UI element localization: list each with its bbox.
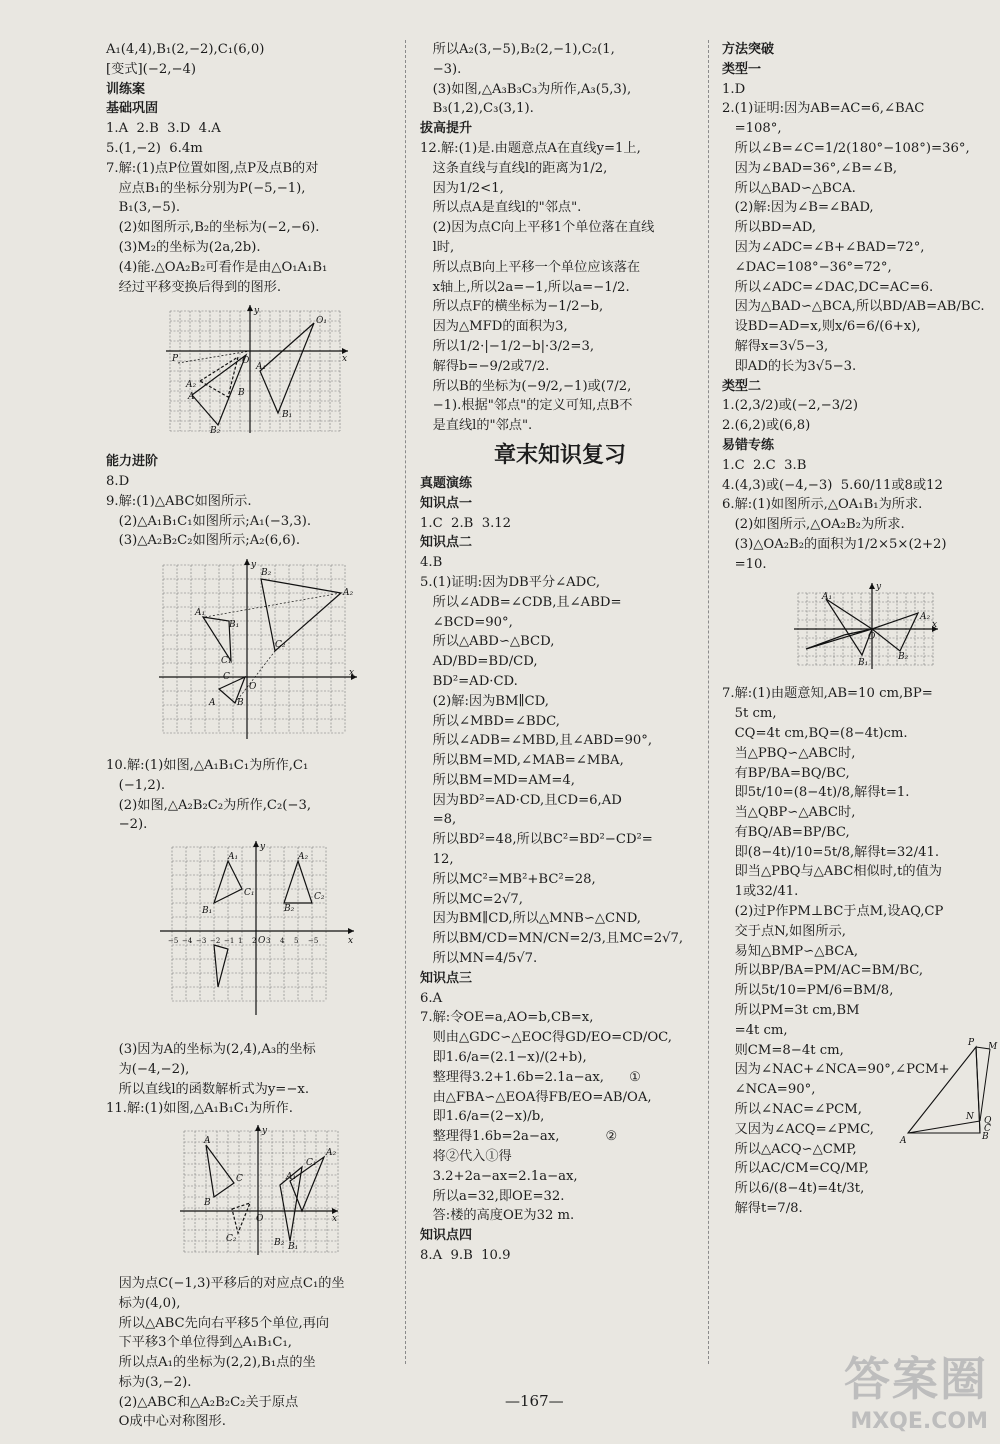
text-line: 因为∠ADC=∠B+∠BAD=72°,: [722, 239, 925, 255]
triangle: [826, 599, 872, 655]
text-line: (3)△A₂B₂C₂如图所示;A₂(6,6).: [106, 533, 301, 549]
text-line: 即(8−4t)/10=5t/8,解得t=32/41.: [722, 844, 940, 860]
figure-label: A₁: [228, 852, 239, 863]
text-line: (2)过P作PM⊥BC于点M,设AQ,CP: [722, 904, 944, 920]
figure-label: C₁: [221, 656, 232, 667]
text-line: 所以6/(8−4t)=4t/3t,: [722, 1181, 865, 1197]
section-heading: 真题演练: [420, 475, 473, 491]
figure-label: A₂: [920, 611, 931, 622]
text-line: 解得t=7/8.: [722, 1201, 803, 1217]
figure-label: P: [968, 1038, 975, 1048]
text-line: 解得x=3√5−3,: [722, 338, 829, 354]
tick-label: 5: [294, 937, 299, 946]
text-line: =10.: [722, 556, 767, 572]
triangle: [261, 579, 341, 651]
text-line: B₁(3,−5).: [106, 200, 181, 216]
text-line: (2)解:因为BM∥CD,: [420, 693, 549, 709]
text-line: 所以△ACQ∽△CMP,: [722, 1141, 857, 1157]
type-heading: 类型二: [722, 378, 762, 394]
text-line: 下平移3个单位得到△A₁B₁C₁,: [106, 1335, 292, 1351]
text-line: 所以∠NAC=∠PCM,: [722, 1102, 862, 1118]
figure-label: A: [209, 698, 216, 709]
answer-block: [722, 456, 994, 575]
text-line: 12.解:(1)是.由题意点A在直线y=1上,: [420, 140, 641, 156]
text-line: 8.A 9.B 10.9: [420, 1248, 511, 1264]
text-line: 所以BD²=48,所以BC²=BD²−CD²=: [420, 832, 653, 848]
text-line: 所以BD=AD,: [722, 220, 817, 236]
text-line: 4.B: [420, 555, 443, 571]
text-line: [变式](−2,−4): [106, 61, 197, 77]
text-line: 所以AC/CM=CQ/MP,: [722, 1161, 869, 1177]
answer-block: [420, 40, 700, 119]
segment: [976, 1047, 980, 1133]
column-2: [420, 40, 700, 1266]
column-1: [106, 40, 396, 1432]
y-axis-arrow: [253, 841, 259, 847]
text-line: 7.解:(1)点P位置如图,点P及点B的对: [106, 160, 319, 176]
section-heading: 基础巩固: [106, 101, 159, 117]
text-line: 所以A₂(3,−5),B₂(2,−1),C₂(1,: [420, 42, 615, 57]
text-line: 则由△GDC∽△EOC得GD/EO=CD/OC,: [420, 1030, 672, 1046]
figure-label: C₁: [306, 1158, 317, 1169]
text-line: BD²=AD·CD.: [420, 673, 518, 689]
figure-label: Q: [984, 1116, 992, 1126]
text-line: 2.(6,2)或(6,8): [722, 418, 811, 434]
text-line: 所以直线l的函数解析式为y=−x.: [106, 1081, 310, 1097]
text-line: 是直线l的"邻点".: [420, 418, 533, 434]
dashed-segment: [205, 593, 341, 617]
text-line: 为(−4,−2),: [106, 1061, 190, 1077]
text-line: 应点B₁的坐标分别为P(−5,−1),: [106, 180, 306, 196]
coordinate-grid-figure: [151, 555, 361, 745]
figure-label: A₁: [195, 608, 206, 619]
text-line: 1.C 2.C 3.B: [722, 457, 807, 473]
figure-label: A: [204, 1136, 211, 1147]
text-line: 因为点C(−1,3)平移后的对应点C₁的坐: [106, 1275, 345, 1291]
text-line: 所以∠ADB=∠CDB,且∠ABD=: [420, 594, 622, 610]
figure-label: C₂: [275, 640, 286, 651]
answer-block: [420, 553, 700, 969]
figure-q9: [151, 555, 396, 752]
text-line: 1.(2,3/2)或(−2,−3/2): [722, 398, 859, 414]
section-heading: 拔高提升: [420, 121, 473, 137]
figure-label: B₂: [274, 1238, 285, 1249]
text-line: 所以5t/10=PM/6=BM/8,: [722, 983, 894, 999]
text-line: ∠BCD=90°,: [420, 614, 513, 630]
figure-label: B₁: [282, 410, 293, 421]
figure-label: x: [348, 936, 354, 947]
text-line: (2)因为点C向上平移1个单位落在直线: [420, 220, 655, 236]
tick-label: −4: [182, 937, 193, 946]
text-line: 所以△ABD∽△BCD,: [420, 634, 555, 650]
text-line: 因为1/2<1,: [420, 180, 504, 196]
figure-label: A₁: [822, 591, 833, 602]
text-line: 3.2+2a−ax=2.1a−ax,: [420, 1168, 578, 1184]
text-line: A₁(4,4),B₁(2,−2),C₁(6,0): [106, 42, 265, 57]
figure-label: C: [236, 1174, 243, 1185]
figure-q10: [156, 839, 396, 1036]
triangle: [214, 945, 228, 987]
text-line: 解得b=−9/2或7/2.: [420, 358, 550, 374]
text-line: −1).根据"邻点"的定义可知,点B不: [420, 398, 633, 414]
figure-label: B₁: [288, 1242, 299, 1253]
text-line: 所以∠B=∠C=1/2(180°−108°)=36°,: [722, 140, 970, 156]
figure-label: y: [260, 842, 266, 853]
watermark-url: MXQE.COM: [850, 1409, 988, 1434]
text-line: 所以△ABC先向右平移5个单位,再向: [106, 1315, 330, 1331]
text-line: 所以BM=MD,∠MAB=∠MBA,: [420, 753, 624, 769]
figure-label: O: [868, 631, 876, 642]
figure-label: B₂: [261, 568, 272, 579]
text-line: (3)因为A的坐标为(2,4),A₃的坐标: [106, 1041, 316, 1057]
text-line: (2)如图所示,B₂的坐标为(−2,−6).: [106, 220, 320, 236]
figure-label: O: [249, 682, 257, 693]
text-line: 10.解:(1)如图,△A₁B₁C₁为所作,C₁: [106, 757, 309, 773]
text-line: 因为△BAD∽△BCA,所以BD/AB=AB/BC.: [722, 299, 985, 315]
text-line: 5.(1,−2) 6.4m: [106, 140, 203, 156]
answer-block: [420, 514, 700, 534]
text-line: (2)△A₁B₁C₁如图所示;A₁(−3,3).: [106, 513, 312, 529]
text-line: 所以∠ADC=∠DAC,DC=AC=6.: [722, 279, 934, 295]
figure-label: C₂: [226, 1234, 237, 1245]
answer-block: [420, 1246, 700, 1266]
figure-label: A₂: [343, 588, 354, 599]
figure-label: B₁: [229, 620, 240, 631]
triangle: [232, 1203, 250, 1233]
text-line: (3)M₂的坐标为(2a,2b).: [106, 239, 261, 255]
text-line: =108°,: [722, 121, 782, 137]
figure-label: A₂: [298, 852, 309, 863]
x-axis-arrow: [348, 928, 354, 934]
text-line: 因为∠NAC+∠NCA=90°,∠PCM+: [722, 1062, 950, 1078]
text-line: ∠DAC=108°−36°=72°,: [722, 259, 892, 275]
text-line: 即1.6/a=(2−x)/b,: [420, 1109, 545, 1125]
section-heading: 易错专练: [722, 437, 775, 453]
text-line: 6.A: [420, 990, 443, 1006]
text-line: 5t cm,: [722, 706, 777, 722]
text-line: =4t cm,: [722, 1022, 788, 1038]
answer-block: [106, 1274, 396, 1432]
text-line: 所以MC²=MB²+BC²=28,: [420, 871, 596, 887]
column-divider-1: [405, 40, 406, 1364]
figure-label: B: [204, 1198, 211, 1209]
text-line: ∠NCA=90°,: [722, 1082, 816, 1098]
section-heading: 能力进阶: [106, 454, 159, 470]
coordinate-grid-figure: [792, 579, 942, 674]
text-line: 1.C 2.B 3.12: [420, 515, 512, 531]
text-line: =8,: [420, 812, 457, 828]
text-line: 易知△BMP∽△BCA,: [722, 943, 859, 959]
answer-block: [106, 40, 396, 80]
knowledge-point-heading: 知识点一: [420, 495, 473, 511]
figure-label: B: [982, 1132, 989, 1142]
text-line: 所以点A是直线l的"邻点".: [420, 200, 582, 216]
segment: [980, 1049, 990, 1121]
text-line: 这条直线与直线l的距离为1/2,: [420, 160, 608, 176]
text-line: 因为∠BAD=36°,∠B=∠B,: [722, 160, 898, 176]
coordinate-grid-figure: [106, 301, 348, 441]
figure-label: B₂: [898, 651, 909, 662]
tick-label: −1: [224, 937, 235, 946]
text-line: 当△PBQ∽△ABC时,: [722, 745, 856, 761]
text-line: 所以MC=2√7,: [420, 891, 523, 907]
answer-block: [420, 139, 700, 436]
text-line: 因为△MFD的面积为3,: [420, 319, 568, 335]
text-line: 整理得3.2+1.6b=2.1a−ax, ①: [420, 1069, 641, 1085]
figure-label: A: [900, 1136, 907, 1146]
tick-label: −5: [168, 937, 179, 946]
answer-block: [106, 472, 396, 551]
coordinate-grid-figure: [156, 839, 356, 1029]
text-line: 7.解:(1)由题意知,AB=10 cm,BP=: [722, 686, 933, 702]
text-line: 所以B的坐标为(−9/2,−1)或(7/2,: [420, 378, 632, 394]
tick-label: −3: [196, 937, 207, 946]
y-axis-arrow: [255, 1125, 261, 1131]
text-line: 7.解:令OE=a,AO=b,CB=x,: [420, 1010, 594, 1026]
text-line: −3).: [420, 61, 462, 77]
text-line: 则CM=8−4t cm,: [722, 1042, 844, 1058]
section-heading: 训练案: [106, 81, 146, 97]
column-divider-2: [708, 40, 709, 1364]
text-line: 所以BM/CD=MN/CN=2/3,且MC=2√7,: [420, 931, 684, 947]
text-line: 所以MN=4/5√7.: [420, 951, 538, 967]
tick-label: 4: [280, 937, 285, 946]
figure-label: A₁: [256, 362, 267, 373]
figure-label: B₁: [858, 657, 869, 668]
text-line: (2)解:因为∠B=∠BAD,: [722, 200, 874, 216]
text-line: 标为(4,0),: [106, 1295, 181, 1311]
figure-label: A₁: [286, 1172, 297, 1183]
text-line: 经过平移变换后得到的图形.: [106, 279, 282, 295]
text-line: 有BQ/AB=BP/BC,: [722, 824, 850, 840]
figure-label: C: [984, 1124, 991, 1134]
text-line: (4)能.△OA₂B₂可看作是由△O₁A₁B₁: [106, 259, 328, 275]
text-line: 所以点F的横坐标为−1/2−b,: [420, 299, 604, 315]
knowledge-point-heading: 知识点三: [420, 970, 473, 986]
text-line: (2)如图所示,△OA₂B₂为所求.: [722, 517, 905, 533]
tick-label: −5: [308, 937, 319, 946]
text-line: 11.解:(1)如图,△A₁B₁C₁为所作.: [106, 1101, 293, 1117]
text-line: 将②代入①得: [420, 1149, 512, 1165]
text-line: x轴上,所以2a=−1,所以a=−1/2.: [420, 279, 630, 295]
text-line: 所以a=32,即OE=32.: [420, 1188, 565, 1204]
section-heading: 方法突破: [722, 42, 775, 57]
chapter-title: 章末知识复习: [493, 442, 626, 468]
answer-block: [722, 80, 994, 377]
tick-label: 3: [266, 937, 271, 946]
figure-label: P: [172, 354, 179, 365]
text-line: 答:楼的高度OE为32 m.: [420, 1208, 575, 1224]
answer-block: [722, 396, 994, 436]
text-line: B₃(1,2),C₃(3,1).: [420, 101, 534, 117]
text-line: 由△FBA∽△EOA得FB/EO=AB/OA,: [420, 1089, 652, 1105]
text-line: (2)△ABC和△A₂B₂C₂关于原点: [106, 1394, 299, 1410]
text-line: 即5t/10=(8−4t)/8,解得t=1.: [722, 785, 910, 801]
tick-label: 2: [252, 937, 257, 946]
text-line: l时,: [420, 239, 455, 255]
y-axis-arrow: [244, 559, 250, 565]
text-line: AD/BD=BD/CD,: [420, 654, 538, 670]
figure-label: O: [242, 356, 250, 367]
text-line: 有BP/BA=BQ/BC,: [722, 765, 850, 781]
text-line: 5.(1)证明:因为DB平分∠ADC,: [420, 574, 601, 590]
figure-label: C₂: [314, 892, 325, 903]
text-line: 所以点A₁的坐标为(2,2),B₁点的坐: [106, 1355, 316, 1371]
text-line: 即1.6/a=(2.1−x)/(2+b),: [420, 1050, 587, 1066]
text-line: 6.解:(1)如图所示,△OA₁B₁为所求.: [722, 497, 923, 513]
coordinate-grid-figure: [176, 1123, 341, 1263]
text-line: 又因为∠ACQ=∠PMC,: [722, 1121, 874, 1137]
figure-label: B: [237, 698, 244, 709]
answer-block: [106, 119, 396, 297]
text-line: 交于点N,如图所示,: [722, 923, 846, 939]
text-line: −2).: [106, 817, 148, 833]
figure-label: B: [238, 388, 245, 399]
text-line: 标为(3,−2).: [106, 1374, 192, 1390]
text-line: 所以△BAD∽△BCA.: [722, 180, 856, 196]
figure-q7: [106, 301, 396, 448]
text-line: 所以BM=MD=AM=4,: [420, 772, 575, 788]
figure-q11: [176, 1123, 396, 1270]
tick-label: −2: [210, 937, 221, 946]
figure-label: x: [932, 619, 938, 630]
figure-label: x: [342, 354, 348, 365]
text-line: 因为BD²=AD·CD,且CD=6,AD: [420, 792, 622, 808]
text-line: 所以点B向上平移一个单位应该落在: [420, 259, 641, 275]
figure-label: C₁: [244, 888, 255, 899]
segment: [908, 1121, 980, 1133]
answer-block: [420, 989, 700, 1227]
text-line: CQ=4t cm,BQ=(8−4t)cm.: [722, 725, 908, 741]
figure-q6: [792, 579, 994, 681]
text-line: 所以BP/BA=PM/AC=BM/BC,: [722, 963, 924, 979]
text-line: 4.(4,3)或(−4,−3) 5.60/11或8或12: [722, 477, 943, 493]
text-line: 1.D: [722, 81, 746, 97]
figure-label: A₂: [326, 1148, 337, 1159]
text-line: O成中心对称图形.: [106, 1414, 226, 1430]
watermark-logo-text: 答案圈: [844, 1352, 988, 1406]
figure-label: y: [254, 306, 260, 317]
figure-label: y: [262, 1126, 268, 1137]
watermark: [844, 1343, 988, 1434]
text-line: 当△QBP∽△ABC时,: [722, 805, 856, 821]
y-axis-arrow: [247, 305, 253, 311]
text-line: 整理得1.6b=2a−ax, ②: [420, 1129, 618, 1145]
figure-label: x: [349, 668, 355, 679]
text-line: 所以∠ADB=∠MBD,且∠ABD=90°,: [420, 733, 653, 749]
text-line: 即AD的长为3√5−3.: [722, 358, 857, 374]
text-line: (2)如图,△A₂B₂C₂为所作,C₂(−3,: [106, 797, 312, 813]
text-line: 1.A 2.B 3.D 4.A: [106, 121, 221, 137]
figure-label: O₁: [316, 316, 327, 327]
type-heading: 类型一: [722, 61, 762, 77]
text-line: 因为BM∥CD,所以△MNB∽△CND,: [420, 911, 641, 927]
text-line: 12,: [420, 852, 454, 868]
answer-block: [106, 756, 396, 835]
figure-label: B₁: [202, 906, 213, 917]
text-line: (−1,2).: [106, 777, 166, 793]
text-line: 2.(1)证明:因为AB=AC=6,∠BAC: [722, 101, 925, 117]
triangle-figure-q7: [900, 1035, 998, 1146]
figure-label: M: [988, 1042, 998, 1052]
figure-label: y: [251, 560, 257, 571]
y-axis-arrow: [869, 583, 875, 589]
text-line: 1或32/41.: [722, 884, 799, 900]
figure-label: x: [332, 1214, 338, 1225]
figure-label: y: [876, 581, 882, 592]
figure-label: C: [223, 672, 230, 683]
figure-label: N: [966, 1112, 974, 1122]
figure-label: A₂: [186, 380, 197, 391]
tick-label: 1: [238, 937, 243, 946]
figure-label: B₂: [284, 904, 295, 915]
triangle: [203, 617, 231, 661]
triangle: [260, 323, 314, 413]
text-line: 9.解:(1)△ABC如图所示.: [106, 493, 252, 509]
text-line: (3)△OA₂B₂的面积为1/2×5×(2+2): [722, 536, 947, 552]
text-line: 即当△PBQ与△ABC相似时,t的值为: [722, 864, 942, 880]
text-line: (3)如图,△A₃B₃C₃为所作,A₃(5,3),: [420, 81, 632, 97]
figure-label: O: [256, 1214, 264, 1225]
text-line: 所以∠MBD=∠BDC,: [420, 713, 560, 729]
figure-label: A: [188, 392, 195, 403]
page-number: —167—: [505, 1392, 564, 1410]
text-line: 所以PM=3t cm,BM: [722, 1003, 860, 1019]
figure-label: O: [258, 936, 266, 947]
text-line: 设BD=AD=x,则x/6=6/(6+x),: [722, 319, 921, 335]
text-line: 8.D: [106, 473, 130, 489]
answer-block: [106, 1040, 396, 1119]
knowledge-point-heading: 知识点四: [420, 1228, 473, 1244]
figure-label: B₂: [210, 426, 221, 437]
text-line: 所以1/2·|−1/2−b|·3/2=3,: [420, 338, 595, 354]
knowledge-point-heading: 知识点二: [420, 535, 473, 551]
